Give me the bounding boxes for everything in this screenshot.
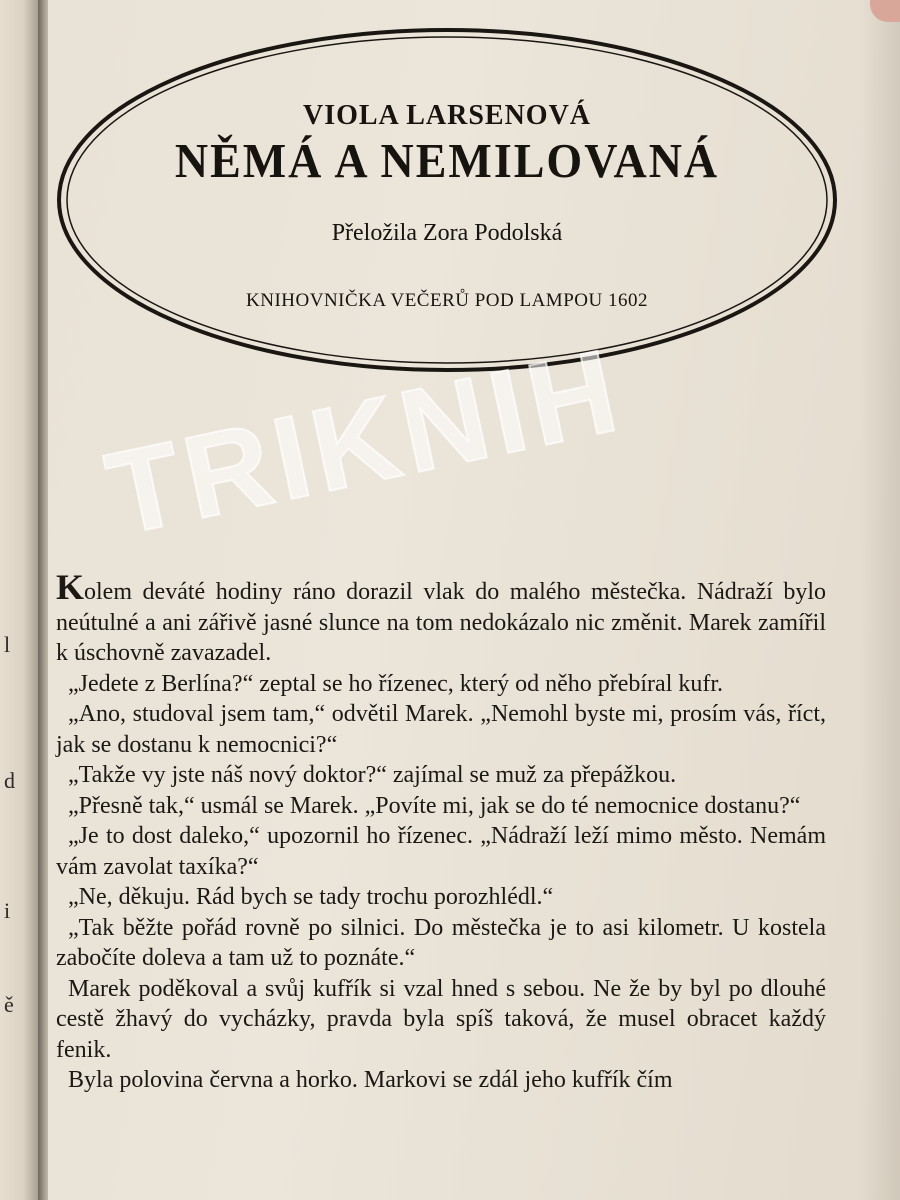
drop-cap: K bbox=[56, 567, 85, 607]
paragraph: „Ano, studoval jsem tam,“ odvětil Marek. „Nemohl byste mi, prosím vás, říct, jak se dostanu k nemocnici?“ bbox=[56, 701, 826, 758]
left-margin-glyph: i bbox=[4, 898, 11, 923]
paragraph: Byla polovina června a horko. Markovi se zdál jeho kufřík čím bbox=[68, 1067, 673, 1093]
paragraph-text: olem deváté hodiny ráno dorazil vlak do malého městečka. Nádraží bylo neútulné a ani zářivě jasné slunce na tom nedokázalo nic změnit. Marek zamířil k úschovně zavazadel. bbox=[56, 579, 826, 666]
paragraph: „Jedete z Berlína?“ zeptal se ho řízenec, který od něho přebíral kufr. bbox=[68, 670, 724, 697]
left-margin-glyph: ě bbox=[4, 992, 14, 1017]
left-page-edge bbox=[0, 0, 42, 1200]
title-oval-frame bbox=[52, 18, 842, 383]
paragraph: „Tak běžte pořád rovně po silnici. Do městečka je to asi kilometr. U kostela zabočíte doleva a tam už to poznáte.“ bbox=[56, 914, 826, 971]
paragraph: „Ne, děkuju. Rád bych se tady trochu porozhlédl.“ bbox=[68, 884, 554, 910]
book-title: NĚMÁ A NEMILOVANÁ bbox=[174, 133, 720, 188]
paragraph: „Je to dost daleko,“ upozornil ho řízenec. „Nádraží leží mimo město. Nemám vám zavolat taxíka?“ bbox=[56, 823, 826, 880]
paragraph: Marek poděkoval a svůj kufřík si vzal hned s sebou. Ne že by byl po dlouhé cestě žhavý do vycházky, pravda byla spíš taková, že musel obracet každý fenik. bbox=[56, 975, 826, 1063]
left-margin-glyph: d bbox=[4, 768, 15, 793]
paragraph bbox=[56, 567, 826, 669]
paragraph: „Takže vy jste náš nový doktor?“ zajímal se muž za přepážkou. bbox=[68, 762, 677, 788]
series-name: KNIHOVNIČKA VEČERŮ POD LAMPOU 1602 bbox=[246, 290, 648, 311]
page-shadow bbox=[860, 0, 900, 1200]
watermark: TRIKNIH bbox=[96, 323, 634, 562]
left-margin-glyph: l bbox=[4, 632, 11, 657]
author-name: VIOLA LARSENOVÁ bbox=[302, 100, 592, 131]
translator-credit: Přeložila Zora Podolská bbox=[331, 220, 563, 246]
chapter-text bbox=[56, 567, 826, 1096]
paragraph: „Přesně tak,“ usmál se Marek. „Povíte mi, jak se do té nemocnice dostanu?“ bbox=[68, 792, 801, 819]
oval-border bbox=[52, 18, 842, 383]
